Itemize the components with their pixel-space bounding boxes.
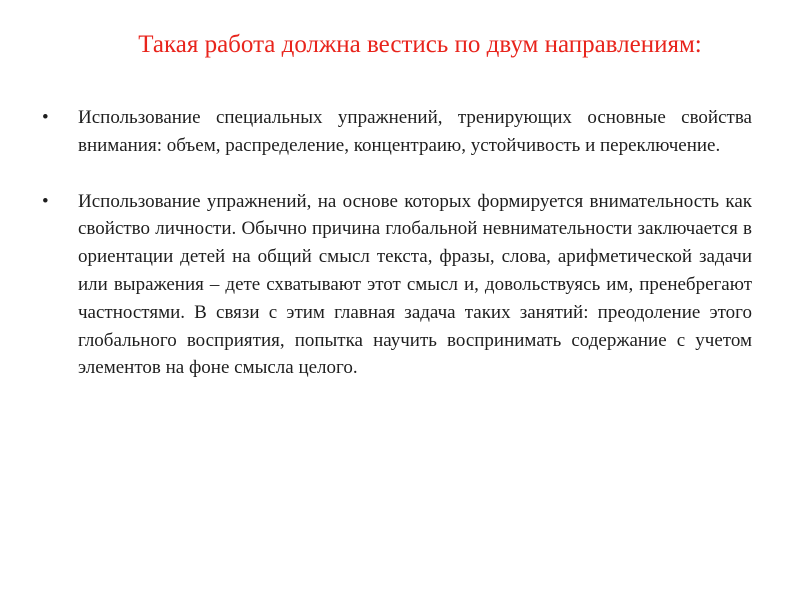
bullet-list bbox=[42, 104, 752, 382]
bullet-dot-icon: • bbox=[42, 190, 49, 212]
bullet-text-2: Использование упражнений, на основе которых формируется внимательность как свойство личности. Обычно причина глобальной невнимательности заключается в ориентации детей на общий смысл текста, фразы, слова, арифметической задачи или выражения – дете схватывают этот смысл и, довольствуясь им, пренебрегают частностями. В связи с этим главная задача таких занятий: преодоление этого глобального восприятия, попытка научить воспринимать содержание с учетом элементов на фоне смысла целого. bbox=[78, 190, 752, 379]
slide-title: Такая работа должна вестись по двум направлениям: bbox=[138, 31, 702, 58]
bullet-item-2 bbox=[42, 188, 752, 383]
bullet-text-1: Использование специальных упражнений, тренирующих основные свойства внимания: объем, распределение, концентраию, устойчивость и переключение. bbox=[78, 107, 752, 156]
bullet-dot-icon: • bbox=[42, 107, 49, 128]
bullet-item-1 bbox=[42, 104, 752, 160]
